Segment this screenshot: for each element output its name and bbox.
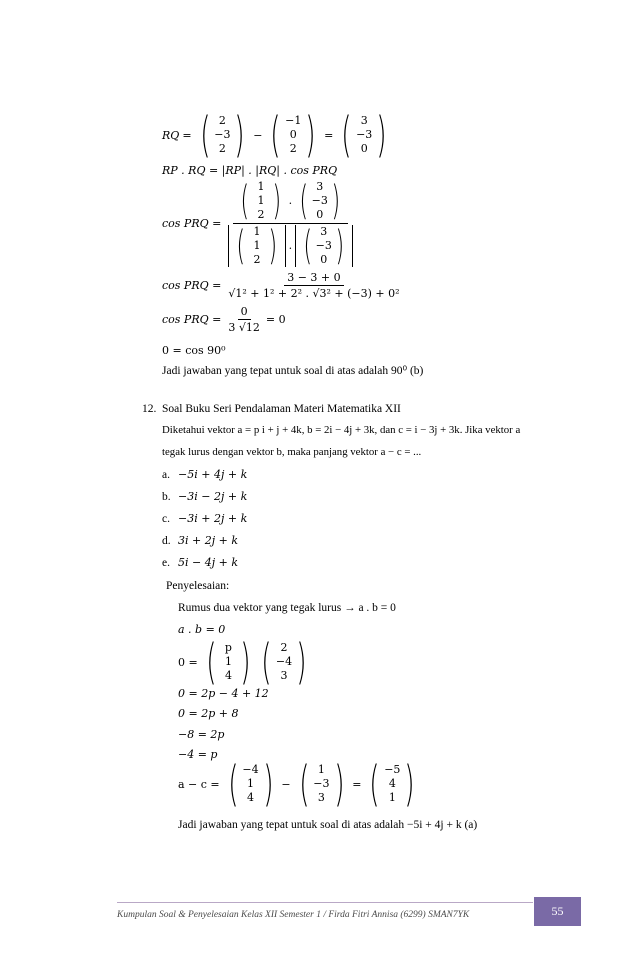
vector-1: ( 2 −3 2 ) xyxy=(199,107,246,163)
answer-2: Jadi jawaban yang tepat untuk soal di atas adalah −5i + 4j + k (a) xyxy=(178,819,478,831)
footer-divider xyxy=(117,902,533,903)
question-line-2: tegak lurus dengan vektor b, maka panjang vektor a − c = ... xyxy=(162,446,422,458)
solution-step-3: 0 = 2p − 4 + 12 xyxy=(178,687,269,700)
minus-sign: − xyxy=(253,128,263,142)
rq-label: RQ xyxy=(162,128,180,142)
cos-label: cos PRQ = xyxy=(162,216,222,230)
option-a-label: a. xyxy=(162,469,170,481)
equals-sign: = xyxy=(182,128,192,142)
question-number: 12. xyxy=(142,403,157,415)
equals-sign-2: = xyxy=(324,128,334,142)
solution-step-6: −4 = p xyxy=(178,748,218,761)
solution-step-5: −8 = 2p xyxy=(178,728,225,741)
equation-cos-1 xyxy=(162,177,356,269)
equation-rq xyxy=(162,107,392,163)
equation-cos-2: cos PRQ = $\frac{3 - 3 + 0}{\text{√1² + 1² + 2² . √3² + (−3) + 0²}}$ xyxy=(162,270,400,300)
equation-dot-product: RP . RQ = |RP| . |RQ| . cos PRQ xyxy=(162,164,338,177)
question-line-1: Diketahui vektor a = p i + j + 4k, b = 2i − 4j + 3k, dan c = i − 3j + 3k. Jika vektor a xyxy=(162,424,521,436)
option-d-label: d. xyxy=(162,535,171,547)
option-c: −3i + 2j + k xyxy=(178,512,248,525)
solution-heading: Penyelesaian: xyxy=(166,580,230,592)
cos-fraction: ( 1 1 2 ) . ( 3 −3 0 ) ( 1 1 2 ) . ( 3 −3 0 ) xyxy=(225,180,355,267)
option-c-label: c. xyxy=(162,513,170,525)
equation-cos-3: cos PRQ = $\frac{0}{3 √12}$ = 0 xyxy=(162,304,286,334)
page-number: 55 xyxy=(534,897,581,926)
vector-2: ( −1 0 2 ) xyxy=(270,107,316,163)
solution-step-2: 0 = ( p 1 4 ) ( 2 −4 3 ) xyxy=(178,634,307,690)
solution-step-4: 0 = 2p + 8 xyxy=(178,707,239,720)
option-d: 3i + 2j + k xyxy=(178,534,239,547)
solution-rule: Rumus dua vektor yang tegak lurus → a . b = 0 xyxy=(178,602,396,614)
footer-text: Kumpulan Soal & Penyelesaian Kelas XII Semester 1 / Firda Fitri Annisa (6299) SMAN7YK xyxy=(117,910,470,920)
solution-step-7: a − c = ( −4 1 4 ) − ( 1 −3 3 ) = ( −5 4 1 ) xyxy=(178,756,415,812)
solution-step-1: a . b = 0 xyxy=(178,623,226,636)
option-e-label: e. xyxy=(162,557,170,569)
question-title: Soal Buku Seri Pendalaman Materi Matematika XII xyxy=(162,403,401,415)
option-a: −5i + 4j + k xyxy=(178,468,248,481)
option-e: 5i − 4j + k xyxy=(178,556,239,569)
vector-3: ( 3 −3 0 ) xyxy=(341,107,387,163)
equation-cos-90: 0 = cos 90⁰ xyxy=(162,344,226,357)
option-b: −3i − 2j + k xyxy=(178,490,248,503)
answer-1: Jadi jawaban yang tepat untuk soal di atas adalah 90⁰ (b) xyxy=(162,365,424,377)
option-b-label: b. xyxy=(162,491,171,503)
